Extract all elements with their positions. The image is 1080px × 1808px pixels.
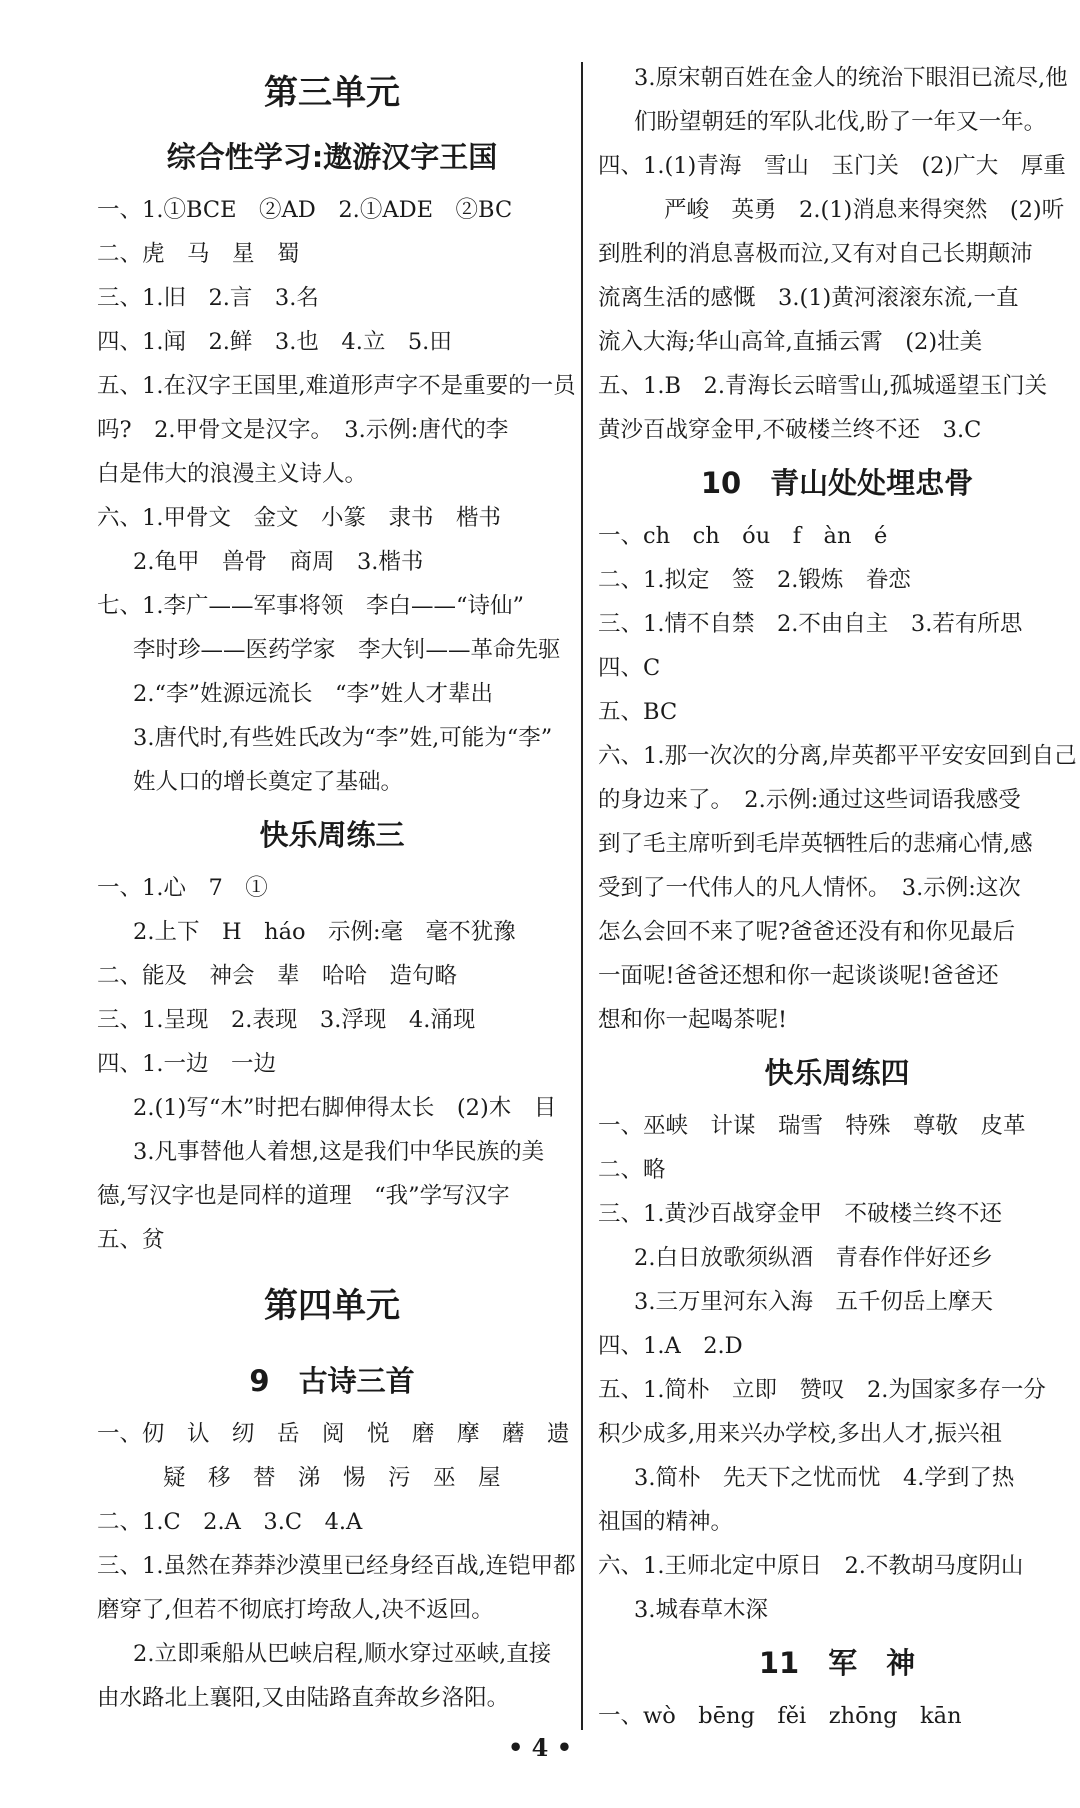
answer-line: 三、1.呈现 2.表现 3.浮现 4.涌现 <box>97 1007 476 1033</box>
section-title-weekly-practice-3: 快乐周练三 <box>259 818 405 852</box>
answer-line: 四、C <box>598 655 661 681</box>
column-divider <box>581 62 583 1730</box>
answer-line: 二、1.拟定 签 2.锻炼 眷恋 <box>598 567 911 593</box>
answer-line: 四、1.闻 2.鲜 3.也 4.立 5.田 <box>97 329 452 355</box>
answer-line: 2.“李”姓源远流长 “李”姓人才辈出 <box>133 681 493 707</box>
answer-line: 祖国的精神。 <box>598 1509 734 1535</box>
answer-line: 黄沙百战穿金甲,不破楼兰终不还 3.C <box>598 417 982 443</box>
answer-line: 的身边来了。 2.示例:通过这些词语我感受 <box>598 787 1021 813</box>
section-title-lesson-11: 11 军 神 <box>758 1646 916 1680</box>
page-number: • 4 • <box>507 1733 573 1762</box>
answer-line: 六、1.那一次次的分离,岸英都平平安安回到自己 <box>598 743 1077 769</box>
answer-line: 想和你一起喝茶呢! <box>598 1007 788 1033</box>
answer-line: 一面呢!爸爸还想和你一起谈谈呢!爸爸还 <box>598 963 999 989</box>
answer-line: 积少成多,用来兴办学校,多出人才,振兴祖 <box>598 1421 1002 1447</box>
answer-line: 二、虎 马 星 蜀 <box>97 241 300 267</box>
answer-line: 2.(1)写“木”时把右脚伸得太长 (2)木 目 <box>133 1095 557 1121</box>
section-title-three-ancient-poems: 9 古诗三首 <box>249 1364 415 1398</box>
answer-line: 3.唐代时,有些姓氏改为“李”姓,可能为“李” <box>133 725 553 751</box>
answer-line: 五、BC <box>598 699 678 725</box>
unit-3-title: 第三单元 <box>264 73 400 113</box>
answer-line: 一、wò bēng fěi zhōng kān <box>598 1703 962 1729</box>
answer-line: 三、1.黄沙百战穿金甲 不破楼兰终不还 <box>598 1201 1002 1227</box>
answer-line: 2.立即乘船从巴峡启程,顺水穿过巫峡,直接 <box>133 1641 552 1667</box>
section-title-weekly-practice-4: 快乐周练四 <box>764 1056 910 1090</box>
answer-line: 到胜利的消息喜极而泣,又有对自己长期颠沛 <box>598 241 1033 267</box>
answer-line: 3.原宋朝百姓在金人的统治下眼泪已流尽,他 <box>634 65 1068 91</box>
answer-line: 由水路北上襄阳,又由陆路直奔故乡洛阳。 <box>97 1685 510 1711</box>
answer-line: 五、1.简朴 立即 赞叹 2.为国家多存一分 <box>598 1377 1046 1403</box>
answer-line: 怎么会回不来了呢?爸爸还没有和你见最后 <box>598 919 1016 945</box>
answer-line: 五、1.在汉字王国里,难道形声字不是重要的一员 <box>97 373 576 399</box>
answer-line: 二、1.C 2.A 3.C 4.A <box>97 1509 363 1535</box>
answer-line: 四、1.一边 一边 <box>97 1051 276 1077</box>
answer-line: 五、贫 <box>97 1227 165 1253</box>
answer-line: 3.城春草木深 <box>634 1597 768 1623</box>
answer-line: 李时珍——医药学家 李大钊——革命先驱 <box>133 637 561 663</box>
answer-line: 流入大海;华山高耸,直插云霄 (2)壮美 <box>598 329 983 355</box>
answer-line: 五、1.B 2.青海长云暗雪山,孤城遥望玉门关 <box>598 373 1048 399</box>
answer-line: 六、1.王师北定中原日 2.不教胡马度阴山 <box>598 1553 1024 1579</box>
section-title-chinese-characters: 综合性学习:遨游汉字王国 <box>166 140 498 174</box>
answer-line: 姓人口的增长奠定了基础。 <box>133 769 404 795</box>
answer-line: 3.凡事替他人着想,这是我们中华民族的美 <box>133 1139 545 1165</box>
answer-line: 受到了一代伟人的凡人情怀。 3.示例:这次 <box>598 875 1021 901</box>
answer-line: 一、巫峡 计谋 瑞雪 特殊 尊敬 皮革 <box>598 1113 1026 1139</box>
answer-block-three-ancient-poems <box>97 1412 576 1720</box>
answer-line: 磨穿了,但若不彻底打垮敌人,决不返回。 <box>97 1597 494 1623</box>
left-column <box>97 60 576 1720</box>
answer-line: 2.上下 H háo 示例:毫 毫不犹豫 <box>133 919 516 945</box>
answer-line: 吗? 2.甲骨文是汉字。 3.示例:唐代的李 <box>97 417 509 443</box>
answer-line: 一、1.①BCE ②AD 2.①ADE ②BC <box>97 197 513 223</box>
section-title-lesson-10: 10 青山处处埋忠骨 <box>700 466 974 500</box>
answer-line: 六、1.甲骨文 金文 小篆 隶书 楷书 <box>97 505 501 531</box>
answer-line: 三、1.情不自禁 2.不由自主 3.若有所思 <box>598 611 1023 637</box>
answer-line: 到了毛主席听到毛岸英牺牲后的悲痛心情,感 <box>598 831 1033 857</box>
answer-line: 二、略 <box>598 1157 666 1183</box>
answer-block-weekly-practice-4 <box>598 1104 1076 1632</box>
answer-line: 严峻 英勇 2.(1)消息来得突然 (2)听 <box>664 197 1065 223</box>
answer-line: 疑 移 替 涕 惕 污 巫 屋 <box>163 1465 501 1491</box>
unit-4-title: 第四单元 <box>264 1286 400 1326</box>
answer-line: 3.三万里河东入海 五千仞岳上摩天 <box>634 1289 993 1315</box>
answer-line: 白是伟大的浪漫主义诗人。 <box>97 461 368 487</box>
answer-line: 一、仞 认 纫 岳 阅 悦 磨 摩 蘑 遗 <box>97 1421 570 1447</box>
answer-line: 德,写汉字也是同样的道理 “我”学写汉字 <box>97 1183 510 1209</box>
right-column <box>598 56 1076 1738</box>
answer-block-chinese-characters <box>97 188 576 804</box>
answer-line: 们盼望朝廷的军队北伐,盼了一年又一年。 <box>634 109 1047 135</box>
answer-line: 四、1.A 2.D <box>598 1333 743 1359</box>
answer-line: 三、1.旧 2.言 3.名 <box>97 285 319 311</box>
answer-line: 2.龟甲 兽骨 商周 3.楷书 <box>133 549 424 575</box>
answer-line: 二、能及 神会 辈 哈哈 造句略 <box>97 963 458 989</box>
answer-line: 流离生活的感慨 3.(1)黄河滚滚东流,一直 <box>598 285 1019 311</box>
answer-block-weekly-practice-3 <box>97 866 567 1262</box>
answer-line: 一、1.心 7 ① <box>97 875 268 901</box>
answer-block-poems-continued <box>598 56 1076 452</box>
answer-line: 七、1.李广——军事将领 李白——“诗仙” <box>97 593 524 619</box>
answer-line: 2.白日放歌须纵酒 青春作伴好还乡 <box>634 1245 993 1271</box>
answer-line: 一、ch ch óu f àn é <box>598 523 888 549</box>
answer-line: 3.简朴 先天下之忧而忧 4.学到了热 <box>634 1465 1015 1491</box>
answer-block-lesson-10 <box>598 514 1076 1042</box>
answer-line: 四、1.(1)青海 雪山 玉门关 (2)广大 厚重 <box>598 153 1066 179</box>
answer-line: 三、1.虽然在莽莽沙漠里已经身经百战,连铠甲都 <box>97 1553 576 1579</box>
